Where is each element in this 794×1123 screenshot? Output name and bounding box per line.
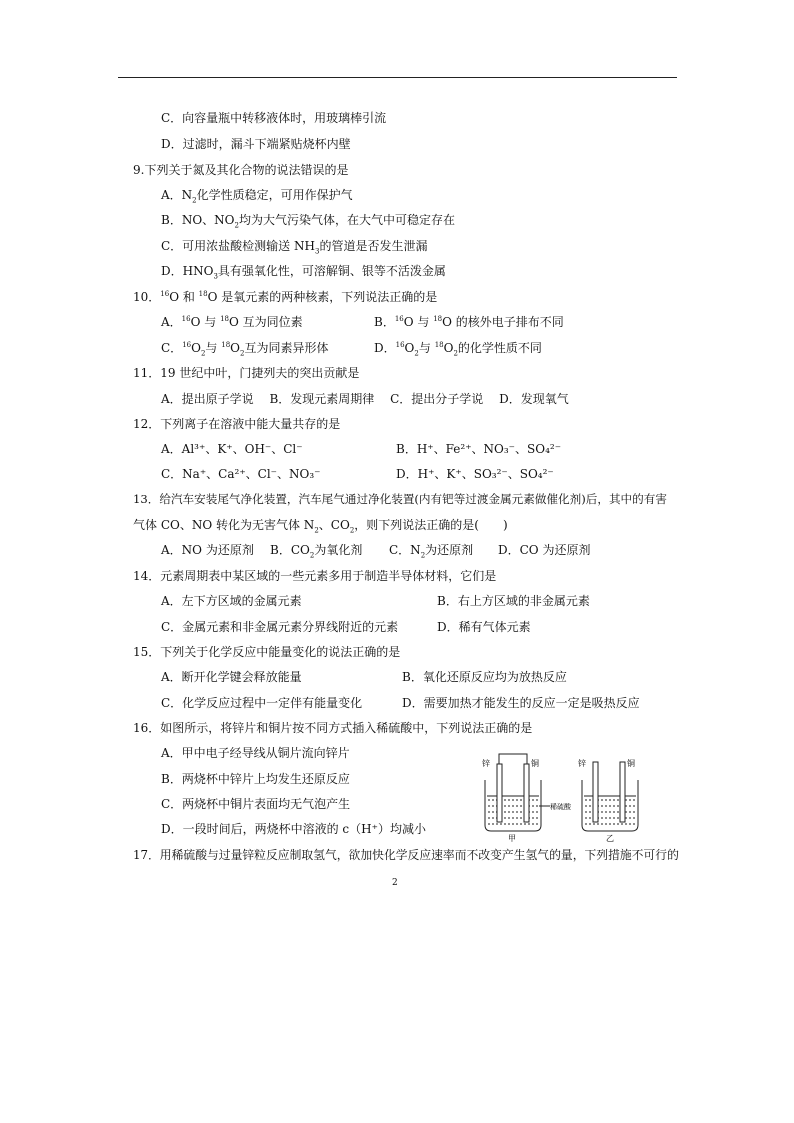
q13-stem-line1: 13．给汽车安装尾气净化装置，汽车尾气通过净化装置(内有钯等过渡金属元素做催化剂)后，其中的有害 [133, 492, 667, 506]
q16-option-b: B．两烧杯中锌片上均发生还原反应 [161, 772, 350, 786]
q15-option-c: C．化学反应过程中一定伴有能量变化 [161, 696, 363, 710]
q13-stem-line2: 气体 CO、NO 转化为无害气体 $N_2$、$CO_2$，则下列说法正确的是( ) [133, 518, 508, 535]
q12-option-d: D．H⁺、K⁺、SO₃²⁻、SO₄²⁻ [396, 467, 554, 481]
q9-option-d: D．$HNO_3$具有强氧化性，可溶解铜、银等不活泼金属 [161, 264, 446, 281]
q16-option-c: C．两烧杯中铜片表面均无气泡产生 [161, 797, 351, 811]
q17-stem: 17．用稀硫酸与过量锌粒反应制取氢气，欲加快化学反应速率而不改变产生氢气的量，下列措施不可行的 [133, 848, 679, 862]
q12-option-c: C．Na⁺、Ca²⁺、Cl⁻、NO₃⁻ [161, 467, 321, 481]
q15-option-a: A．断开化学键会释放能量 [161, 670, 302, 684]
q9-option-c: C．可用浓盐酸检测输送 $NH_3$的管道是否发生泄漏 [161, 239, 428, 256]
q12-option-b: B．H⁺、Fe²⁺、NO₃⁻、SO₄²⁻ [396, 442, 562, 456]
q10-option-a: A．$^{16}$O 与 $^{18}$O 互为同位素 [161, 315, 303, 329]
q12-stem: 12．下列离子在溶液中能大量共存的是 [133, 417, 341, 431]
q15-stem: 15．下列关于化学反应中能量变化的说法正确的是 [133, 645, 401, 659]
q11-stem: 11．19 世纪中叶，门捷列夫的突出贡献是 [133, 366, 360, 380]
q13-option-c: C．$N_2$为还原剂 [389, 543, 474, 560]
label-zinc-2: 锌 [578, 759, 586, 768]
q9-option-b: B．NO、$NO_2$均为大气污染气体，在大气中可稳定存在 [161, 213, 455, 230]
label-zinc-1: 锌 [482, 759, 490, 768]
copper-plate-jia [524, 764, 529, 822]
zinc-plate-jia [497, 764, 502, 822]
q14-option-a: A．左下方区域的金属元素 [161, 594, 302, 608]
zinc-plate-yi [593, 762, 598, 822]
label-copper-1: 铜 [531, 759, 539, 768]
label-beaker-yi: 乙 [606, 834, 614, 843]
q10-option-d: D．$^{16}O_2$与 $^{18}O_2$的化学性质不同 [374, 341, 542, 358]
q8-option-c: C．向容量瓶中转移液体时，用玻璃棒引流 [161, 111, 387, 125]
page-number: 2 [392, 878, 398, 888]
galvanic-cell-figure [462, 752, 667, 844]
q14-stem: 14．元素周期表中某区域的一些元素多用于制造半导体材料，它们是 [133, 569, 497, 583]
q9-option-a: A．$N_2$化学性质稳定，可用作保护气 [161, 188, 353, 205]
q15-option-d: D．需要加热才能发生的反应一定是吸热反应 [402, 696, 640, 710]
q16-option-a: A．甲中电子经导线从铜片流向锌片 [161, 746, 350, 760]
q13-option-b: B．$CO_2$为氧化剂 [270, 543, 363, 560]
copper-plate-yi [620, 762, 625, 822]
label-acid: 稀硫酸 [550, 803, 571, 811]
q9-stem: 9.下列关于氮及其化合物的说法错误的是 [133, 163, 349, 177]
label-copper-2: 铜 [627, 759, 635, 768]
q10-option-c: C．$^{16}O_2$与 $^{18}O_2$互为同素异形体 [161, 341, 329, 358]
q13-option-d: D．CO 为还原剂 [498, 543, 591, 557]
q16-stem: 16．如图所示，将锌片和铜片按不同方式插入稀硫酸中，下列说法正确的是 [133, 721, 533, 735]
header-rule [118, 77, 677, 78]
q16-option-d: D．一段时间后，两烧杯中溶液的 c（H⁺）均减小 [161, 822, 426, 836]
q13-option-a: A．NO 为还原剂 [161, 543, 254, 557]
q14-option-c: C．金属元素和非金属元素分界线附近的元素 [161, 620, 399, 634]
q10-option-b: B．$^{16}$O 与 $^{18}$O 的核外电子排布不同 [374, 315, 564, 329]
label-beaker-jia: 甲 [508, 834, 516, 843]
wire [499, 754, 527, 764]
q12-option-a: A．Al³⁺、K⁺、OH⁻、Cl⁻ [161, 442, 303, 456]
q15-option-b: B．氧化还原反应均为放热反应 [402, 670, 567, 684]
q14-option-b: B．右上方区域的非金属元素 [437, 594, 590, 608]
q11-options: A．提出原子学说 B．发现元素周期律 C．提出分子学说 D．发现氧气 [161, 392, 569, 406]
q14-option-d: D．稀有气体元素 [437, 620, 531, 634]
q10-stem: 10．$^{16}$O 和 $^{18}$O 是氧元素的两种核素，下列说法正确的是 [133, 290, 438, 304]
q8-option-d: D．过滤时，漏斗下端紧贴烧杯内壁 [161, 137, 351, 151]
